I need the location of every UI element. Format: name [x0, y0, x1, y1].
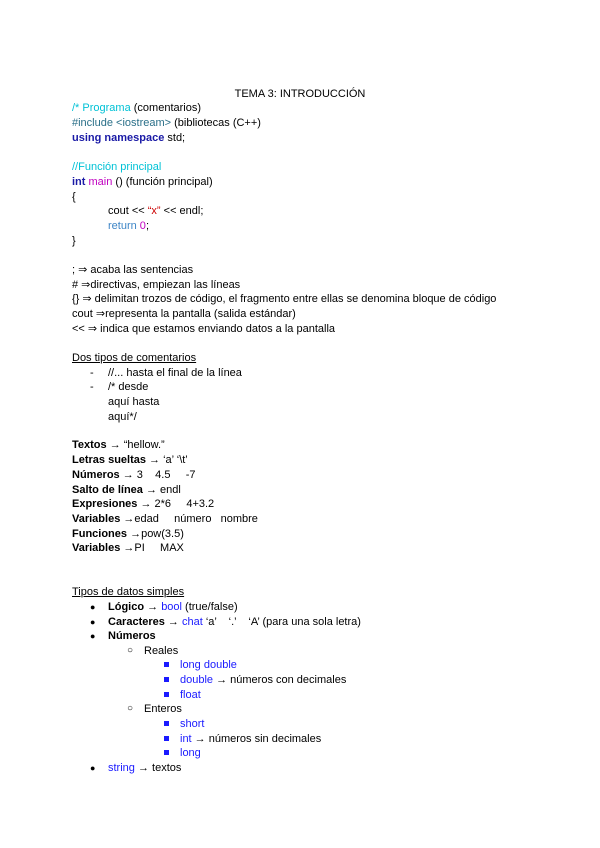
using-rest: std; [164, 132, 186, 144]
code-line-func-comment: //Función principal [72, 161, 162, 173]
comment-type-block-2: aquí hasta [108, 396, 160, 408]
int-type: short [180, 718, 205, 730]
element-label: Expresiones [72, 498, 138, 510]
arrow: → [144, 601, 162, 613]
element-value: → endl [142, 484, 181, 496]
comment-type-line: //... hasta el final de la línea [108, 367, 242, 379]
type-caracteres [108, 615, 361, 630]
element-value: →pow(3.5) [127, 528, 184, 540]
using-keyword: using namespace [72, 132, 165, 144]
element-value: → ‘a’ ‘\t’ [145, 454, 188, 466]
code-line-include [72, 116, 261, 131]
square-bullet-icon [164, 692, 169, 697]
type-note: → números sin decimales [191, 733, 322, 745]
circle-bullet-icon: ○ [127, 645, 134, 656]
element-label: Variables [72, 513, 121, 525]
element-line [72, 483, 181, 498]
include-directive: #include <iostream> [72, 117, 172, 129]
element-label: Variables [72, 542, 121, 554]
type-logico [108, 600, 238, 615]
int-type [180, 732, 321, 747]
string-literal: “x” [147, 205, 161, 217]
type-string [108, 761, 181, 776]
element-line [72, 453, 188, 468]
type-label: Lógico [108, 601, 145, 613]
element-label: Textos [72, 439, 107, 451]
code-line-cout [108, 204, 203, 219]
type-label: Caracteres [108, 616, 165, 628]
code-line-return [108, 219, 149, 234]
element-line [72, 468, 196, 483]
type-numeros: Números [108, 630, 156, 642]
square-bullet-icon [164, 736, 169, 741]
cout-end: << endl; [160, 205, 204, 217]
comment-type-block-1: /* desde [108, 381, 149, 393]
element-label: Funciones [72, 528, 128, 540]
int-type: long [180, 747, 201, 759]
real-type: long double [180, 659, 237, 671]
code-line-close-brace: } [72, 235, 76, 247]
return-keyword: return [108, 220, 137, 232]
real-type: float [180, 689, 201, 701]
symbol-line: cout ⇒representa la pantalla (salida estándar) [72, 308, 296, 320]
type-note: ‘a’ ‘.’ ‘A’ (para una sola letra) [202, 616, 361, 628]
square-bullet-icon [164, 721, 169, 726]
enteros-label: Enteros [144, 703, 182, 715]
type-keyword: chat [182, 616, 203, 628]
type-note: → números con decimales [213, 674, 347, 686]
symbol-line: # ⇒directivas, empiezan las líneas [72, 279, 241, 291]
bullet-icon: ● [90, 763, 96, 773]
element-line [72, 512, 258, 527]
cout-text: cout << [108, 205, 148, 217]
int-keyword: int [72, 176, 86, 188]
comment-note: (comentarios) [130, 102, 201, 114]
code-line-using [72, 131, 185, 146]
symbol-line: ; ⇒ acaba las sentencias [72, 264, 194, 276]
type-keyword: bool [161, 601, 182, 613]
type-keyword: int [180, 733, 192, 745]
square-bullet-icon [164, 677, 169, 682]
comments-heading: Dos tipos de comentarios [72, 352, 197, 364]
element-line [72, 438, 165, 453]
comment-text: /* Programa [72, 102, 131, 114]
element-label: Salto de línea [72, 484, 143, 496]
element-line [72, 527, 184, 542]
element-value: → 3 4.5 -7 [119, 469, 196, 481]
element-value: →edad número nombre [120, 513, 258, 525]
element-label: Números [72, 469, 120, 481]
type-keyword: double [180, 674, 214, 686]
element-value: →PI MAX [120, 542, 184, 554]
return-value: 0 [136, 220, 146, 232]
element-line [72, 541, 184, 556]
types-heading: Tipos de datos simples [72, 586, 185, 598]
bullet-icon: ● [90, 602, 96, 612]
type-note: → textos [134, 762, 182, 774]
element-line [72, 497, 214, 512]
element-label: Letras sueltas [72, 454, 146, 466]
type-note: (true/false) [181, 601, 238, 613]
symbol-line: {} ⇒ delimitan trozos de código, el fragmento entre ellas se denomina bloque de código [72, 293, 497, 305]
bullet-icon: ● [90, 617, 96, 627]
include-note: (bibliotecas (C++) [171, 117, 261, 129]
element-value: → 2*6 4+3.2 [137, 498, 215, 510]
dash-marker: - [90, 381, 94, 393]
dash-marker: - [90, 367, 94, 379]
main-note: () (función principal) [112, 176, 213, 188]
arrow: → [164, 616, 182, 628]
square-bullet-icon [164, 750, 169, 755]
real-type [180, 673, 346, 688]
code-line-open-brace: { [72, 191, 76, 203]
element-value: → “hellow.” [106, 439, 165, 451]
page-title: TEMA 3: INTRODUCCIÓN [234, 88, 366, 100]
main-function: main [85, 176, 113, 188]
code-line-comment [72, 101, 201, 116]
type-keyword: string [108, 762, 135, 774]
symbol-line: << ⇒ indica que estamos enviando datos a la pantalla [72, 323, 336, 335]
return-end: ; [145, 220, 149, 232]
reales-label: Reales [144, 645, 179, 657]
comment-type-block-3: aquí*/ [108, 411, 137, 423]
square-bullet-icon [164, 662, 169, 667]
code-line-main [72, 175, 213, 190]
bullet-icon: ● [90, 631, 96, 641]
circle-bullet-icon: ○ [127, 703, 134, 714]
